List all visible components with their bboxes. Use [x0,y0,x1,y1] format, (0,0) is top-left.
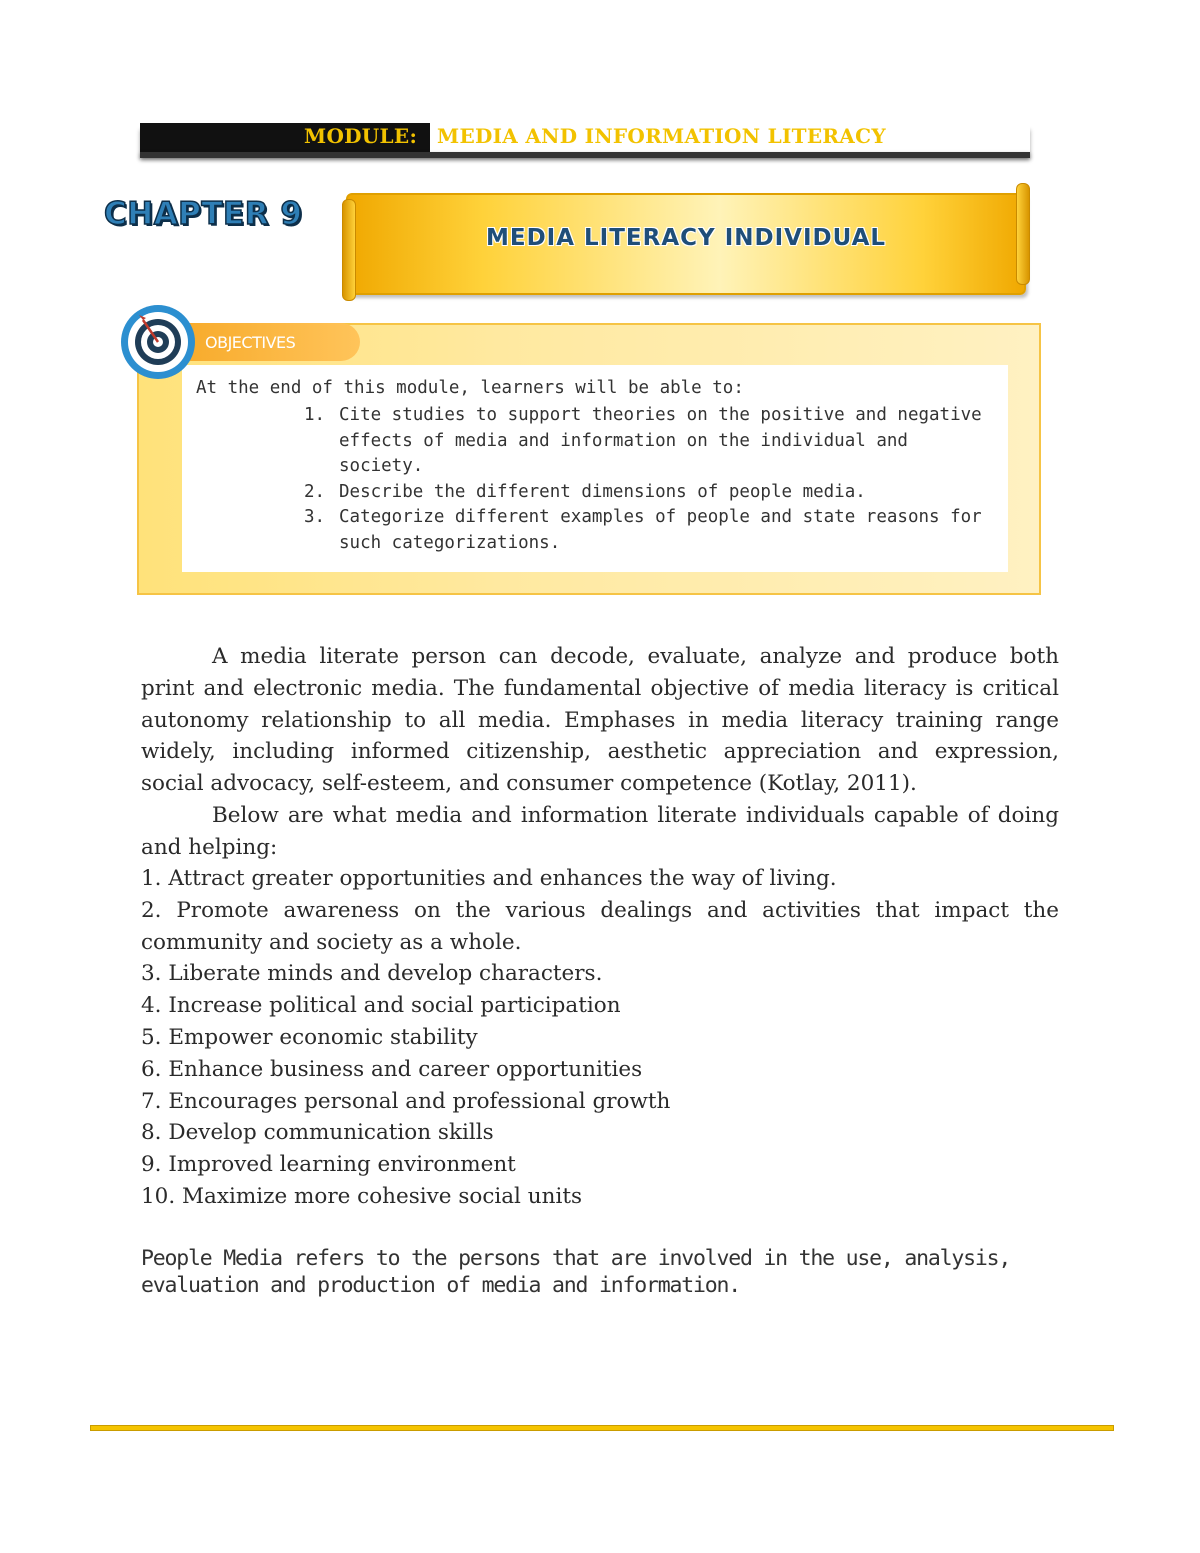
intro-paragraph: A media literate person can decode, evaluate, analyze and produce both print and electronic media. The fundamental objective of media literacy is critical autonomy relationship to all media. Emphases in media literacy training range widely, including informed citizenship, aesthetic appreciation and expression, social advocacy, self-esteem, and consumer competence (Kotlay, 2011). [141,644,1059,797]
objective-number: 2. [304,481,326,502]
objective-item [300,505,990,556]
objective-number: 1. [304,405,326,425]
benefits-intro-paragraph: Below are what media and information literate individuals capable of doing and helping: [141,803,1059,860]
benefit-item: 9. Improved learning environment [141,1152,516,1178]
objective-text: Categorize different examples of people and state reasons for such categorizations. [339,507,982,553]
module-header-bottom-rule [140,152,1030,158]
objectives-tab-label: OBJECTIVES [205,333,296,352]
objectives-intro: At the end of this module, learners will be able to: [196,378,744,398]
chapter-title: MEDIA LITERACY INDIVIDUAL [485,225,887,251]
benefit-item: 10. Maximize more cohesive social units [141,1183,583,1209]
benefit-item: 2. Promote awareness on the various dealings and activities that impact the community and society as a whole. [141,897,1059,955]
benefit-item: 7. Encourages personal and professional growth [141,1088,671,1114]
target-icon [119,303,197,381]
chapter-title-banner [346,193,1026,295]
module-label: MODULE: [304,124,418,148]
objective-number: 3. [304,507,326,528]
objective-item [300,480,990,506]
benefit-item: 4. Increase political and social participation [141,993,621,1019]
benefit-item: 3. Liberate minds and develop characters. [141,961,603,987]
module-title: MEDIA AND INFORMATION LITERACY [437,124,886,148]
benefit-item: 5. Empower economic stability [141,1024,478,1050]
chapter-label: CHAPTER 9 [104,196,303,232]
objective-item [300,403,990,480]
benefit-item: 8. Develop communication skills [141,1120,494,1146]
objective-text: Describe the different dimensions of people media. [339,481,866,502]
people-media-definition: People Media refers to the persons that are involved in the use, analysis, evaluation and production of media and information. [141,1246,1011,1298]
benefits-list [141,863,1059,1213]
benefit-item: 1. Attract greater opportunities and enhances the way of living. [141,866,837,891]
objectives-list [300,403,990,557]
benefit-item: 6. Enhance business and career opportunities [141,1056,643,1082]
objective-text: Cite studies to support theories on the positive and negative effects of media and information on the individual and society. [339,405,982,477]
footer-rule [90,1425,1114,1431]
